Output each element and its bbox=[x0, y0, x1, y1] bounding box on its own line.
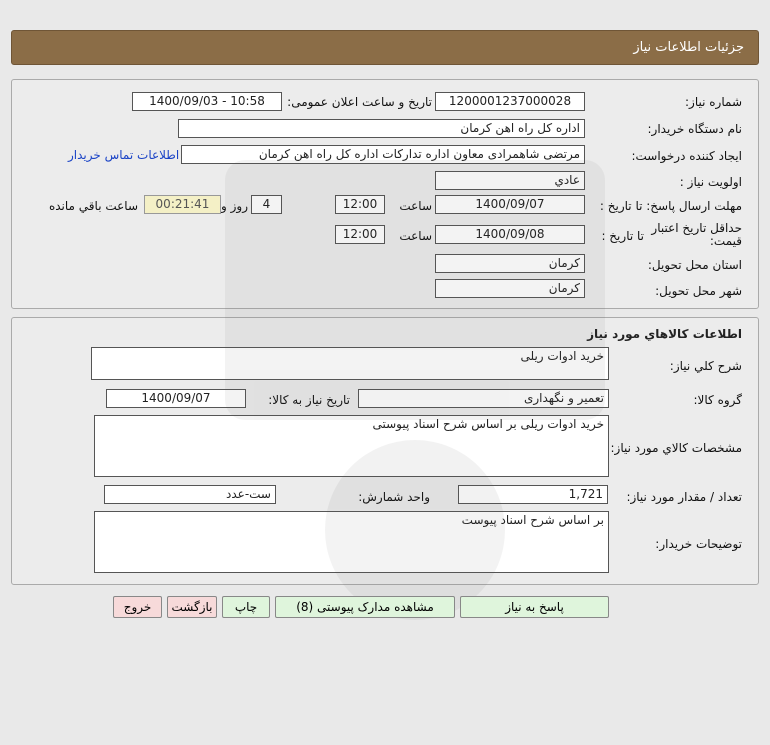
creator-label: ایجاد کننده درخواست: bbox=[631, 149, 742, 163]
details-panel bbox=[11, 79, 759, 309]
page-header bbox=[11, 30, 759, 65]
validity-label: حداقل تاریخ اعتبار قیمت: bbox=[651, 221, 742, 248]
buyer-org-field: اداره کل راه اهن کرمان bbox=[178, 119, 585, 138]
desc-label: شرح کلي نياز: bbox=[669, 359, 742, 373]
group-field: تعمیر و نگهداری bbox=[358, 389, 609, 408]
creator-field: مرتضی شاهمرادی معاون اداره تدارکات اداره کل راه اهن کرمان bbox=[181, 145, 585, 164]
city-label: شهر محل تحویل: bbox=[655, 284, 742, 298]
back-button[interactable]: بازگشت bbox=[167, 596, 217, 618]
buyer-org-label: نام دستگاه خریدار: bbox=[647, 122, 742, 136]
reply-button[interactable]: پاسخ به نیاز bbox=[460, 596, 609, 618]
validity-time-label: ساعت bbox=[399, 229, 432, 243]
deadline-time-label: ساعت bbox=[399, 199, 432, 213]
need-date-label: تاریخ نیاز به کالا: bbox=[268, 393, 350, 407]
remaining-time-field: 00:21:41 bbox=[144, 195, 221, 214]
page-title: جزئیات اطلاعات نیاز bbox=[633, 40, 744, 55]
announce-field: 1400/09/03 - 10:58 bbox=[132, 92, 282, 111]
province-label: استان محل تحویل: bbox=[647, 258, 742, 272]
specs-label: مشخصات کالاي مورد نياز: bbox=[610, 441, 742, 455]
exit-button[interactable]: خروج bbox=[113, 596, 162, 618]
print-button[interactable]: چاپ bbox=[222, 596, 270, 618]
buyer-notes-field: بر اساس شرح اسناد پیوست bbox=[94, 511, 609, 573]
validity-time-field: 12:00 bbox=[335, 225, 385, 244]
deadline-time-field: 12:00 bbox=[335, 195, 385, 214]
deadline-label: مهلت ارسال پاسخ: تا تاریخ : bbox=[599, 199, 742, 213]
desc-field: خرید ادوات ریلی bbox=[91, 347, 609, 380]
deadline-date-field: 1400/09/07 bbox=[435, 195, 585, 214]
city-field: کرمان bbox=[435, 279, 585, 298]
qty-label: تعداد / مقدار مورد نیاز: bbox=[626, 490, 742, 504]
contact-buyer-link[interactable]: اطلاعات تماس خریدار bbox=[68, 148, 180, 162]
buyer-notes-label: توضیحات خریدار: bbox=[655, 537, 742, 551]
announce-label: تاریخ و ساعت اعلان عمومی: bbox=[287, 95, 432, 109]
specs-field: خرید ادوات ریلی بر اساس شرح اسناد پیوستی bbox=[94, 415, 609, 477]
group-label: گروه کالا: bbox=[693, 393, 742, 407]
need-date-field: 1400/09/07 bbox=[106, 389, 246, 408]
province-field: کرمان bbox=[435, 254, 585, 273]
need-number-field: 1200001237000028 bbox=[435, 92, 585, 111]
qty-field: 1,721 bbox=[458, 485, 608, 504]
days-label: روز و bbox=[221, 199, 248, 213]
unit-label: واحد شمارش: bbox=[358, 490, 430, 504]
priority-label: اولویت نیاز : bbox=[679, 175, 742, 189]
need-number-label: شماره نیاز: bbox=[685, 95, 742, 109]
days-field: 4 bbox=[251, 195, 282, 214]
attachments-button[interactable]: مشاهده مدارک پیوستی (8) bbox=[275, 596, 455, 618]
goods-section-title: اطلاعات کالاهاي مورد نياز bbox=[587, 327, 742, 341]
validity-to-label: تا تاریخ : bbox=[601, 229, 644, 243]
remaining-label: ساعت باقي مانده bbox=[48, 199, 138, 213]
unit-field: ست-عدد bbox=[104, 485, 276, 504]
validity-date-field: 1400/09/08 bbox=[435, 225, 585, 244]
priority-field: عادي bbox=[435, 171, 585, 190]
